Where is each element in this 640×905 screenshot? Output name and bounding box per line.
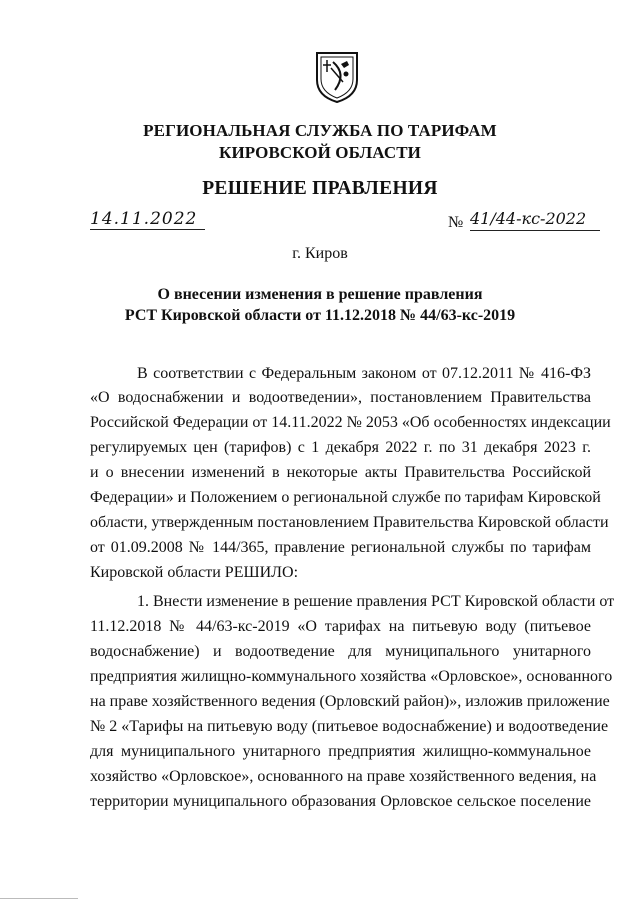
body-line: территории муниципального образования Орловское сельское поселение <box>90 793 591 810</box>
body-line: для муниципального унитарного предприятия жилищно-коммунальное <box>90 743 591 760</box>
body-line: «О водоснабжении и водоотведении», постановлением Правительства <box>90 389 591 406</box>
city: г. Киров <box>292 245 348 262</box>
page-edge-mark <box>0 898 78 899</box>
body-line: Федерации» и Положением о региональной службе по тарифам Кировской <box>90 489 601 506</box>
body-line: В соответствии с Федеральным законом от 07.12.2011 № 416-ФЗ <box>137 365 591 382</box>
document-title: РЕШЕНИЕ ПРАВЛЕНИЯ <box>202 178 438 199</box>
org-name-line2: КИРОВСКОЙ ОБЛАСТИ <box>219 143 421 162</box>
body-line: на праве хозяйственного ведения (Орловский район)», изложив приложение <box>90 693 610 710</box>
body-line: от 01.09.2008 № 144/365, правление региональной службы по тарифам <box>90 539 591 556</box>
subject-line2: РСТ Кировской области от 11.12.2018 № 44/63-кс-2019 <box>124 307 516 324</box>
number-sign: № <box>448 214 464 231</box>
body-line: 11.12.2018 № 44/63-кс-2019 «О тарифах на питьевую воду (питьевое <box>90 618 591 635</box>
coat-of-arms-icon <box>313 50 361 104</box>
body-line: области, утвержденным постановлением Правительства Кировской области <box>90 514 609 531</box>
body-line: Российской Федерации от 14.11.2022 № 2053 «Об особенностях индексации <box>90 414 611 431</box>
body-line: Кировской области РЕШИЛО: <box>90 564 299 581</box>
body-line: № 2 «Тарифы на питьевую воду (питьевое водоснабжение) и водоотведение <box>90 718 609 735</box>
body-line: хозяйство «Орловское», основанного на праве хозяйственного ведения, на <box>90 768 597 785</box>
body-line: водоснабжение) и водоотведение для муниципального унитарного <box>90 643 591 660</box>
body-line: и о внесении изменений в некоторые акты Правительства Российской <box>90 464 591 481</box>
subject-line1: О внесении изменения в решение правления <box>157 286 483 303</box>
org-name-line1: РЕГИОНАЛЬНАЯ СЛУЖБА ПО ТАРИФАМ <box>143 121 497 140</box>
handwritten-document-number: 41/44-кс-2022 <box>470 208 600 231</box>
body-line: предприятия жилищно-коммунального хозяйства «Орловское», основанного <box>90 668 613 685</box>
body-line: 1. Внести изменение в решение правления РСТ Кировской области от <box>137 593 615 610</box>
body-line: регулируемых цен (тарифов) с 1 декабря 2022 г. по 31 декабря 2023 г. <box>90 439 591 456</box>
handwritten-date: 14.11.2022 <box>90 209 205 230</box>
